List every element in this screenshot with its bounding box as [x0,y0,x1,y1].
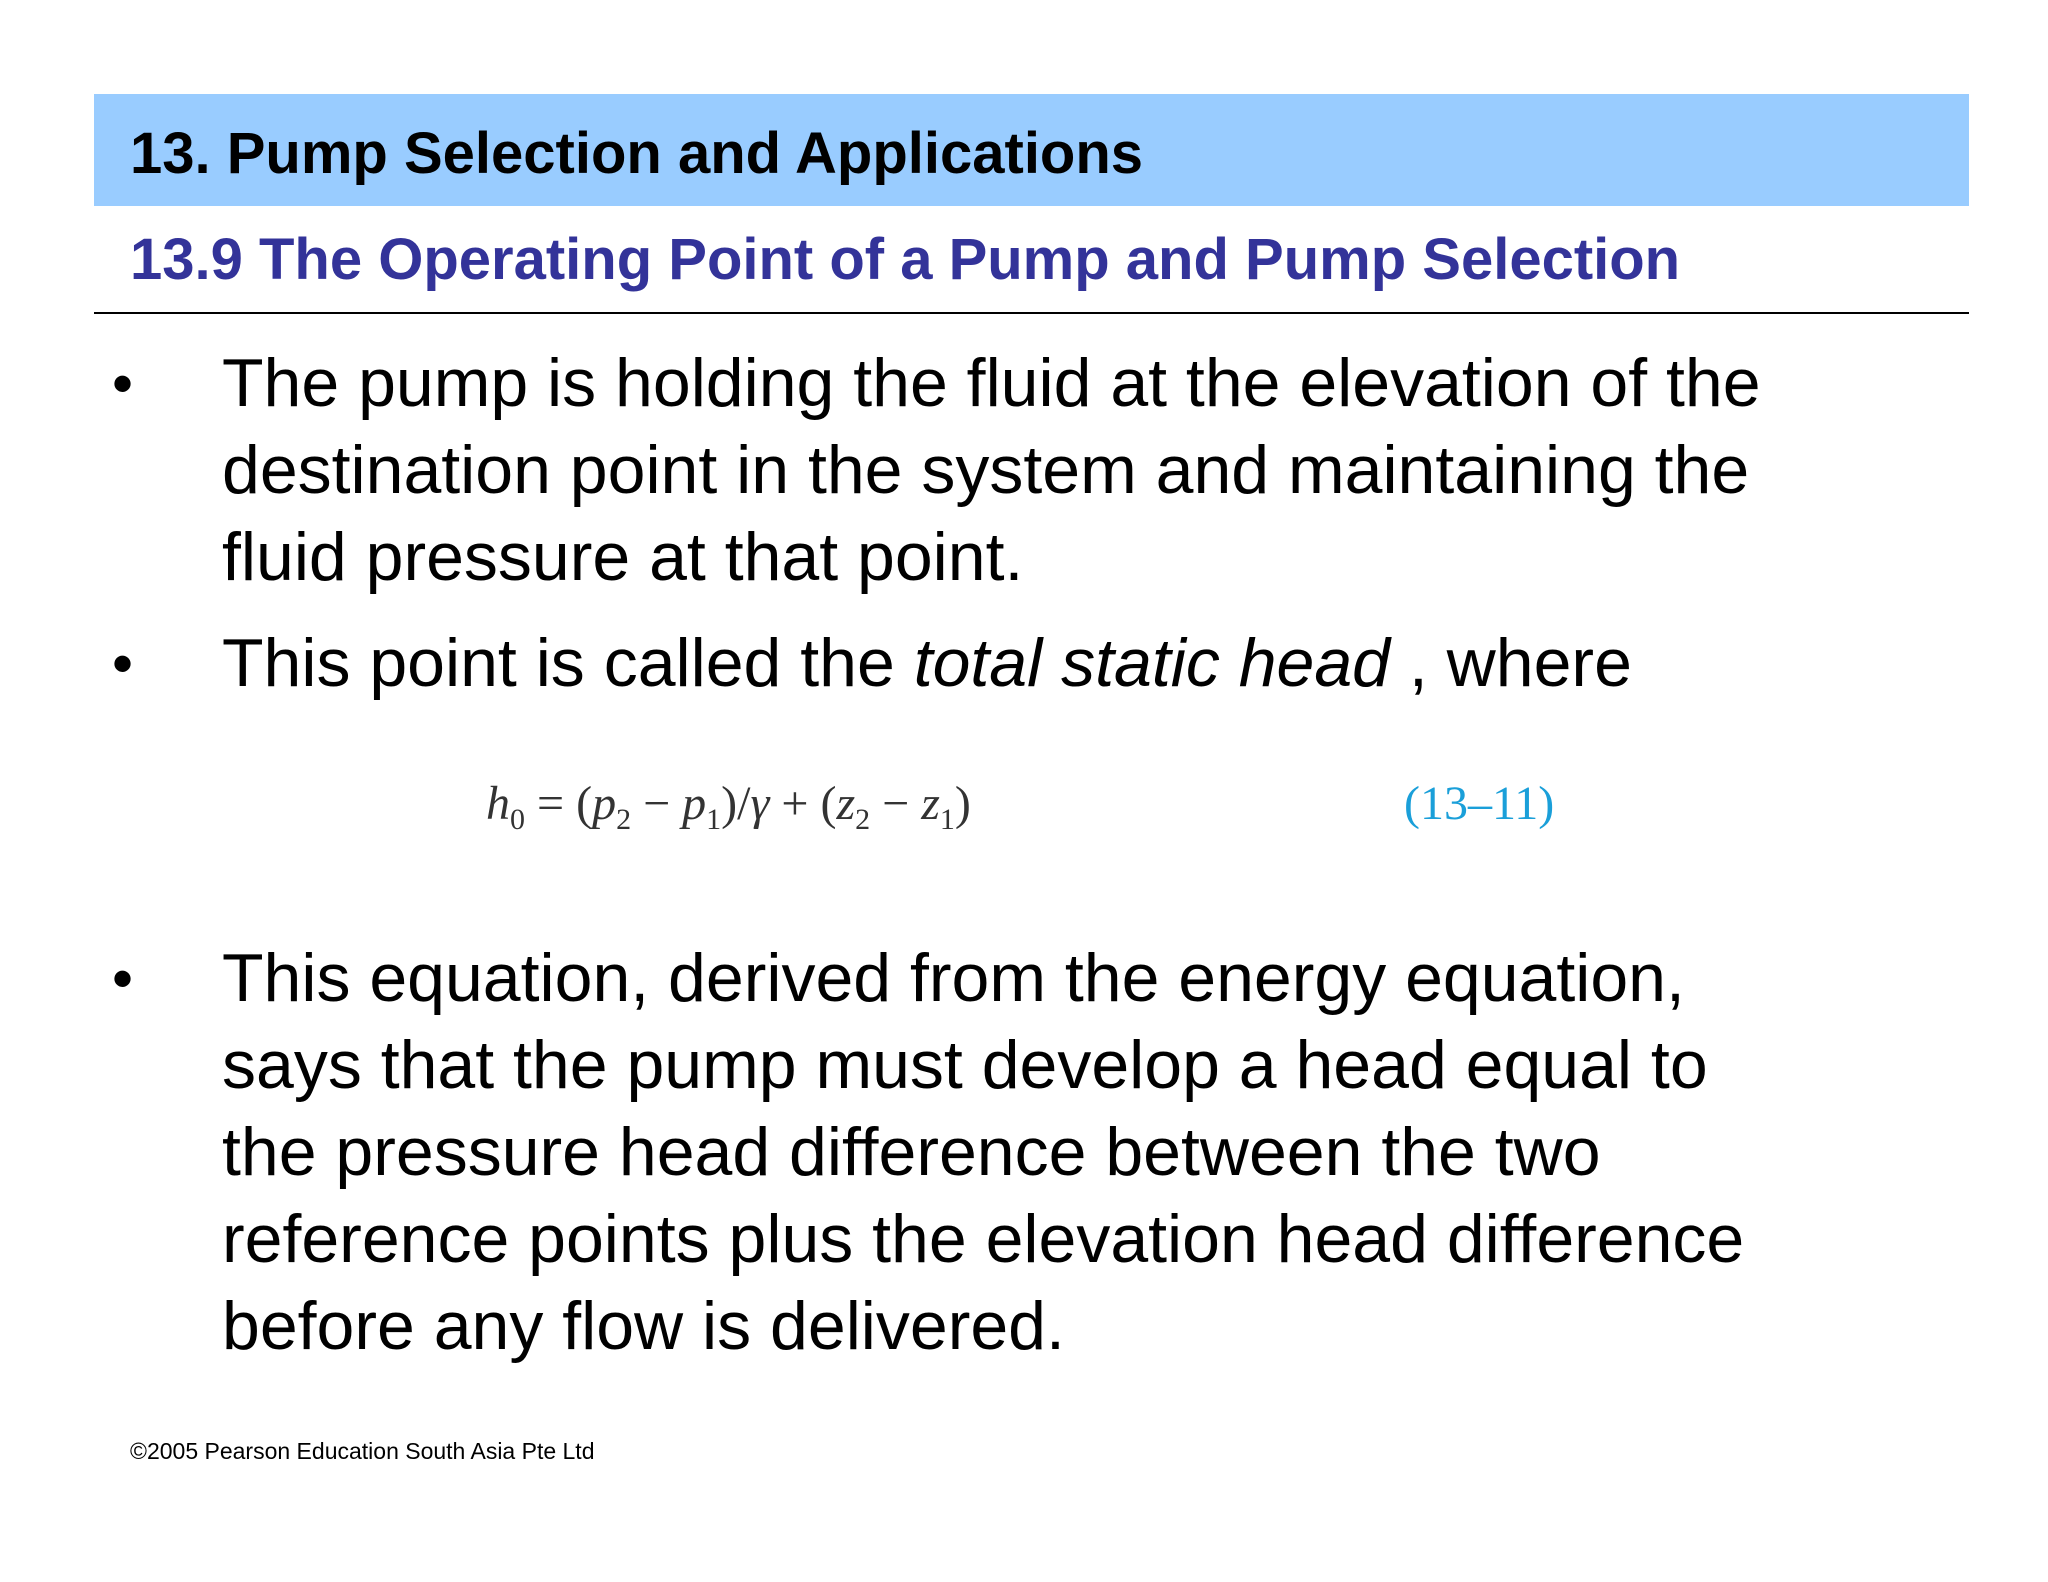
bullet-1-line-2: destination point in the system and maintaining the [222,432,1750,508]
bullet-3-line-4: reference points plus the elevation head difference [222,1201,1745,1277]
bullet-2-text-after: , where [1390,625,1632,701]
eq-h-sub: 0 [510,803,525,836]
bullet-2-emphasis: total static head [913,625,1390,701]
eq-z2-sub: 2 [855,803,871,836]
section-title: 13.9 The Operating Point of a Pump and Pump Selection [130,227,1681,292]
equation-number: (13–11) [1404,777,1555,830]
bullet-marker: • [112,630,134,697]
bullet-marker: • [112,350,134,417]
eq-p1: p [682,777,707,830]
eq-slash: )/ [721,777,751,830]
section-divider [94,312,1969,314]
copyright-footer: ©2005 Pearson Education South Asia Pte Ltd [130,1438,595,1464]
eq-h: h [486,777,510,830]
bullet-3-line-3: the pressure head difference between the two [222,1114,1601,1190]
bullet-1-line-3: fluid pressure at that point. [222,519,1024,595]
eq-equals: = ( [525,777,593,830]
bullet-marker: • [112,945,134,1012]
eq-plus: + ( [769,777,837,830]
eq-minus-1: − [631,777,683,830]
bullet-3-line-2: says that the pump must develop a head equal to [222,1027,1708,1103]
chapter-title: 13. Pump Selection and Applications [130,121,1144,186]
eq-z1: z [921,777,940,830]
bullet-1-line-1: The pump is holding the fluid at the elevation of the [222,345,1761,421]
equation [486,776,971,837]
eq-p2: p [592,777,617,830]
bullet-3-line-1: This equation, derived from the energy equation, [222,940,1685,1016]
eq-z1-sub: 1 [939,803,955,836]
bullet-2 [222,620,1942,707]
bullet-3-line-5: before any flow is delivered. [222,1288,1065,1364]
eq-minus-2: − [870,777,922,830]
eq-p1-sub: 1 [706,803,722,836]
bullet-3 [222,935,1942,1370]
bullet-1 [222,340,1942,601]
eq-close: ) [954,777,971,830]
eq-gamma: γ [750,777,770,830]
bullet-2-text-before: This point is called the [222,625,914,701]
eq-p2-sub: 2 [616,803,632,836]
eq-z2: z [836,777,856,830]
